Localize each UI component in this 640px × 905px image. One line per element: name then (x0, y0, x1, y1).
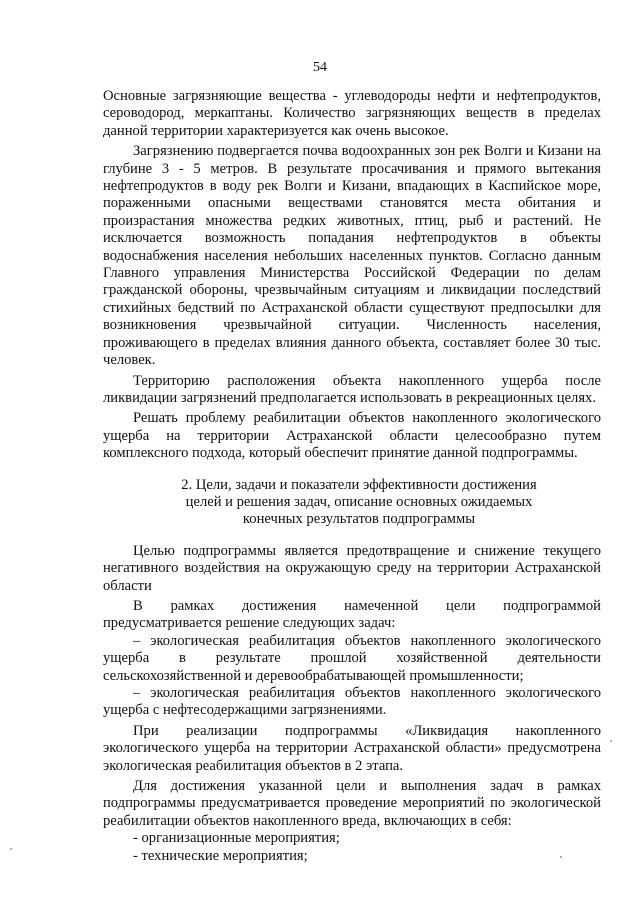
document-body (103, 88, 601, 865)
paragraph-rehabilitation-approach: Решать проблему реабилитации объектов накопленного экологического ущерба на территории Астраханской области целесообразно путем комплексного подхода, который обеспечит принятие данной подпрограммы. (103, 410, 601, 462)
paragraph-tasks-intro: В рамках достижения намеченной цели подпрограммой предусматривается решение следующих задач: (103, 597, 601, 632)
section-heading (103, 477, 601, 529)
scan-speck (560, 856, 562, 858)
paragraph-goal: Целью подпрограммы является предотвращение и снижение текущего негативного воздействия на окружающую среду на территории Астраханской области (103, 542, 601, 594)
section-heading-line-1: 2. Цели, задачи и показатели эффективности достижения (181, 476, 537, 493)
section-heading-line-3: конечных результатов подпрограммы (242, 511, 476, 528)
task-item-1: – экологическая реабилитация объектов накопленного экологического ущерба в результате прошлой хозяйственной деятельности сельскохозяйственной и деревообрабатывающей промышленности; (103, 632, 601, 684)
section-heading-line-2: целей и решения задач, описание основных ожидаемых (185, 493, 533, 510)
page-number: 54 (313, 60, 327, 75)
scan-speck (610, 740, 612, 742)
paragraph-territory-use: Территорию расположения объекта накопленного ущерба после ликвидации загрязнений предполагается использовать в рекреационных целях. (103, 372, 601, 406)
measure-item-technical: - технические мероприятия; (133, 847, 308, 864)
paragraph-pollutants: Основные загрязняющие вещества - углеводороды нефти и нефтепродуктов, сероводород, меркаптаны. Количество загрязняющих веществ в пределах данной территории характеризуется как очень высокое. (103, 88, 601, 139)
measure-item-organizational: - организационные мероприятия; (133, 830, 340, 847)
paragraph-stages: При реализации подпрограммы «Ликвидация накопленного экологического ущерба на территории Астраханской области» предусмотрена экологическая реабилитация объектов в 2 этапа. (103, 722, 601, 774)
paragraph-soil-pollution: Загрязнению подвергается почва водоохранных зон рек Волги и Кизани на глубине 3 - 5 метров. В результате просачивания и прямого вытекания нефтепродуктов в воду рек Волги и Кизани, впадающих в Каспийское море, пораженными опасными веществами становятся места обитания и произрастания множества редких животных, птиц, рыб и растений. Не исключается возможность попадания нефтепродуктов в объекты водоснабжения населения небольших населенных пунктов. Согласно данным Главного управления Министерства Российской Федерации по делам гражданской обороны, чрезвычайным ситуациям и ликвидации последствий стихийных бедствий по Астраханской области существуют предпосылки для возникновения чрезвычайной ситуации. Численность населения, проживающего в пределах влияния данного объекта, составляет более 30 тыс. человек. (103, 143, 601, 369)
task-item-2: – экологическая реабилитация объектов накопленного экологического ущерба с нефтесодержащими загрязнениями. (103, 685, 601, 719)
scan-speck (10, 848, 12, 850)
paragraph-measures-intro: Для достижения указанной цели и выполнения задач в рамках подпрограммы предусматривается проведение мероприятий по экологической реабилитации объектов накопленного вреда, включающих в себя: (103, 778, 601, 829)
